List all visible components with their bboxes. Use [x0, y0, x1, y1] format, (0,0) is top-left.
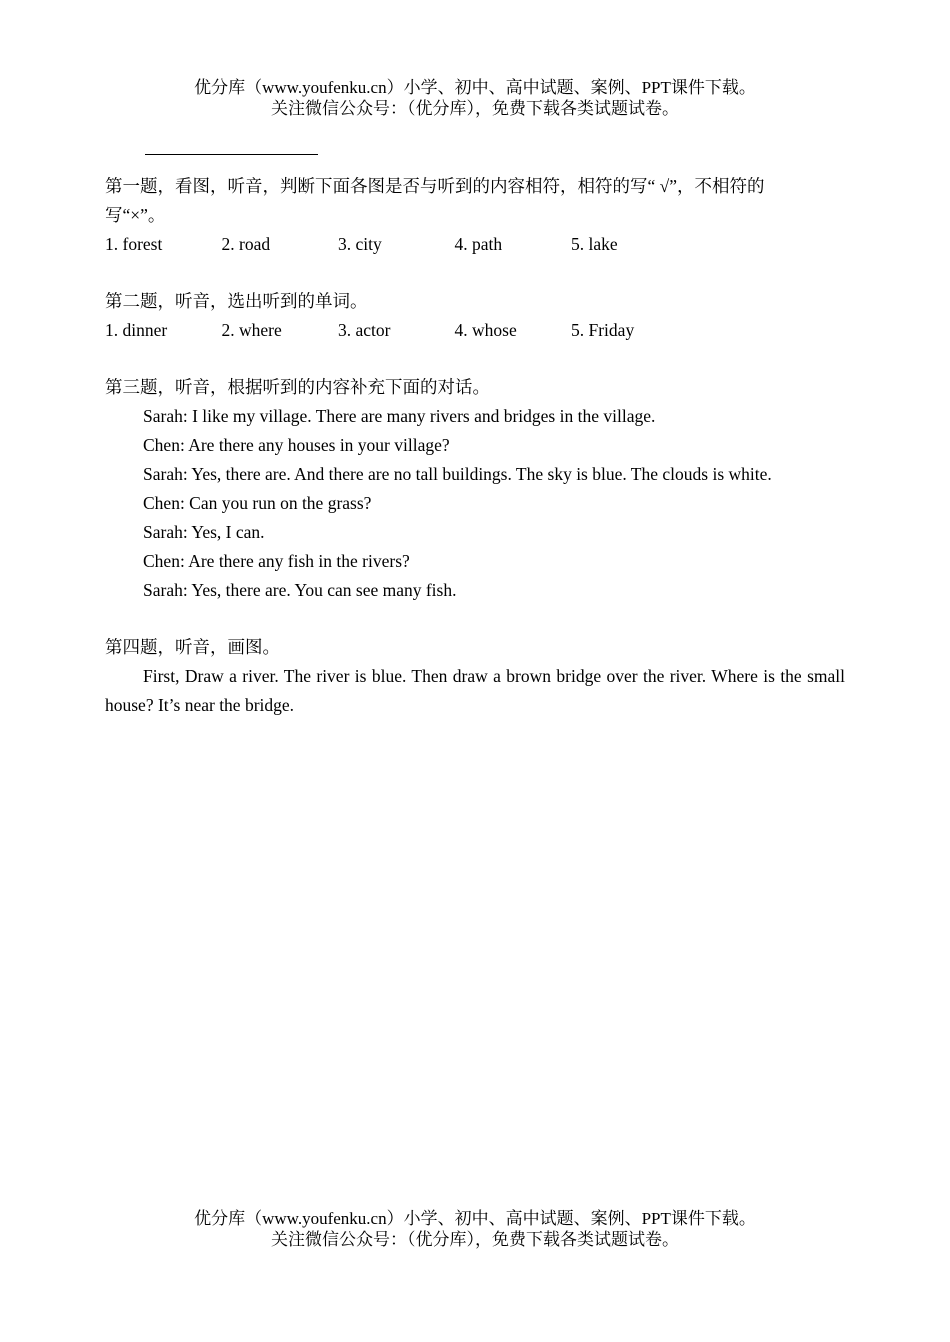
spacer	[105, 259, 845, 287]
name-blank-line	[145, 154, 318, 155]
section-1	[105, 172, 845, 259]
list-item: 2. where	[221, 320, 282, 340]
section-3	[105, 373, 845, 605]
spacer	[105, 345, 845, 373]
list-item: 1. dinner	[105, 320, 168, 340]
section-1-word-list	[105, 230, 845, 259]
section-1-instruction: 第一题，看图，听音，判断下面各图是否与听到的内容相符，相符的写“ √”，不相符的 写“×”。	[105, 176, 765, 225]
dialogue-line: Sarah: Yes, there are. You can see many fish.	[143, 580, 457, 600]
section-2	[105, 287, 845, 345]
spacer	[105, 605, 845, 633]
dialogue-line: Sarah: I like my village. There are many rivers and bridges in the village.	[143, 406, 656, 426]
dialogue-line: Chen: Are there any houses in your village?	[143, 435, 450, 455]
footer-line-2: 关注微信公众号：（优分库），免费下载各类试题试卷。	[271, 1230, 679, 1249]
list-item: 5. lake	[571, 234, 618, 254]
section-4-instruction: 第四题，听音，画图。	[105, 637, 280, 657]
list-item: 3. actor	[338, 320, 391, 340]
section-2-word-list	[105, 316, 845, 345]
section-4-text: First, Draw a river. The river is blue. Then draw a brown bridge over the river. Where is the small house? It’s near the bridge.	[105, 666, 845, 715]
list-item: 5. Friday	[571, 320, 635, 340]
dialogue-line: Sarah: Yes, I can.	[143, 522, 265, 542]
worksheet-body	[105, 172, 845, 720]
footer-line-1: 优分库（www.youfenku.cn）小学、初中、高中试题、案例、PPT课件下载。	[194, 1209, 756, 1228]
section-3-instruction: 第三题，听音，根据听到的内容补充下面的对话。	[105, 377, 490, 397]
header-line-2: 关注微信公众号：（优分库），免费下载各类试题试卷。	[271, 99, 679, 118]
section-2-instruction: 第二题，听音，选出听到的单词。	[105, 291, 368, 311]
list-item: 1. forest	[105, 234, 163, 254]
list-item: 4. path	[454, 234, 503, 254]
section-4	[105, 633, 845, 720]
page-header	[0, 77, 950, 119]
dialogue-line: Chen: Can you run on the grass?	[143, 493, 372, 513]
list-item: 4. whose	[454, 320, 517, 340]
list-item: 2. road	[221, 234, 271, 254]
page-footer	[0, 1208, 950, 1250]
dialogue-line: Chen: Are there any fish in the rivers?	[143, 551, 410, 571]
dialogue-line: Sarah: Yes, there are. And there are no tall buildings. The sky is blue. The clouds is white.	[143, 464, 772, 484]
list-item: 3. city	[338, 234, 382, 254]
header-line-1: 优分库（www.youfenku.cn）小学、初中、高中试题、案例、PPT课件下载。	[194, 78, 756, 97]
